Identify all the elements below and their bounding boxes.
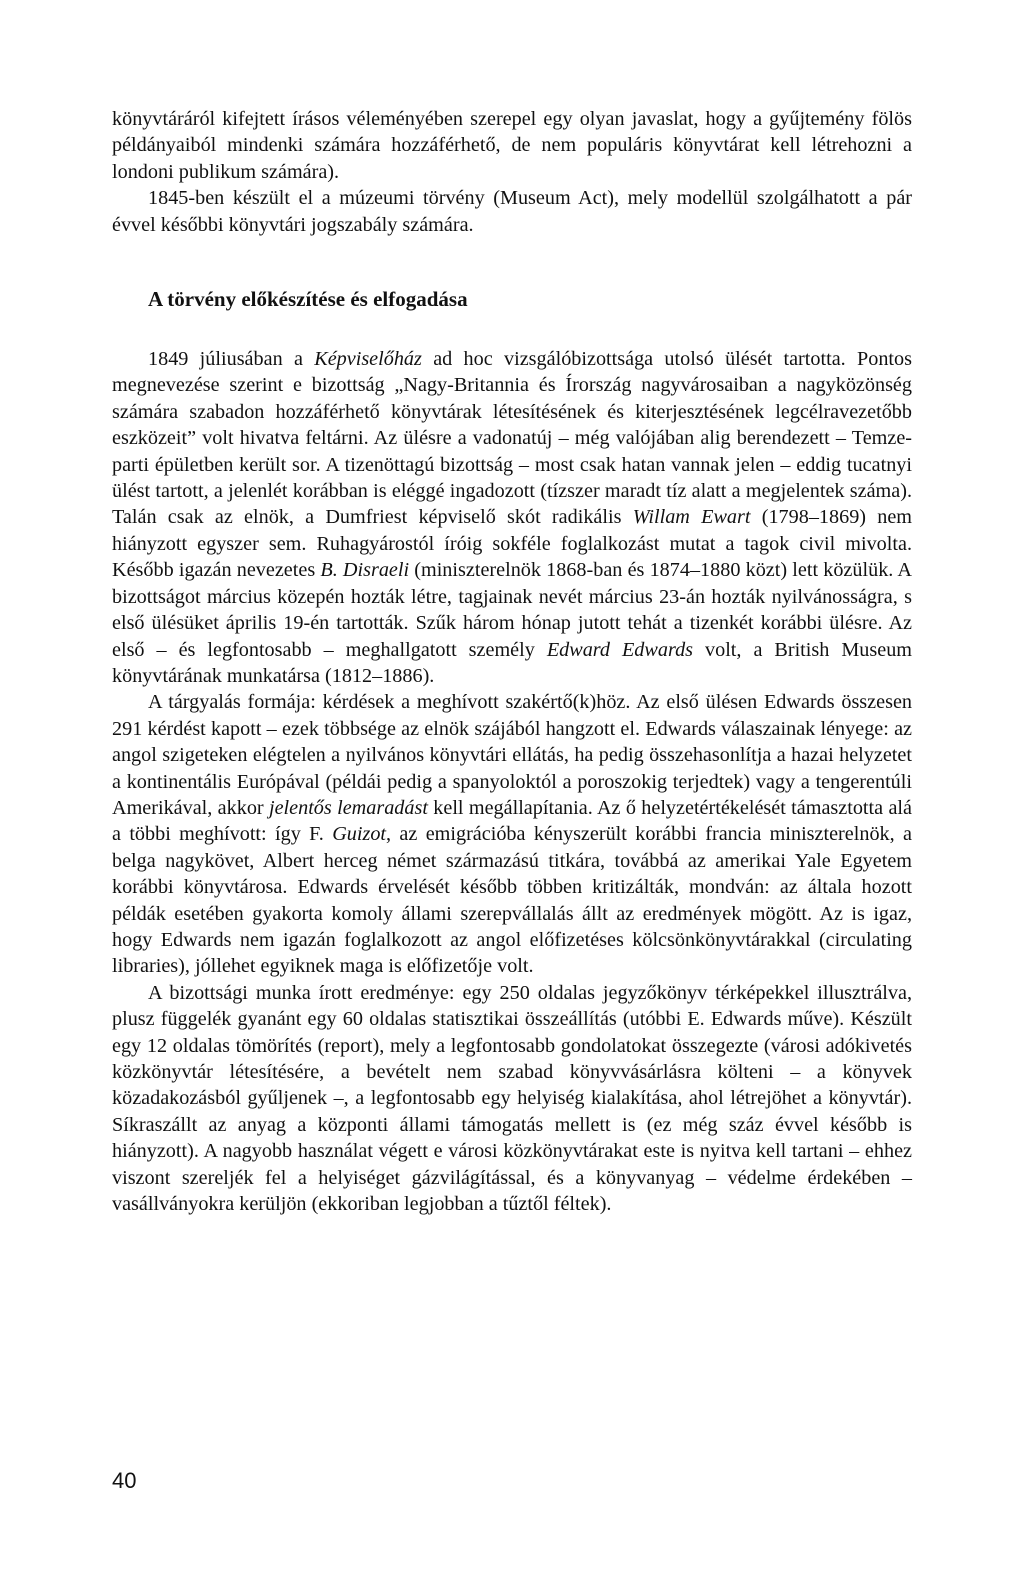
paragraph-committee (112, 346, 912, 689)
paragraph-results: A bizottsági munka írott eredménye: egy 250 oldalas jegyzőkönyv térképekkel illusztrálva, plusz függelék gyanánt egy 60 oldalas statisztikai összeállítás (utóbbi E. Edwards műve). Készült egy 12 oldalas tömörítés (report), mely a legfontosabb gondolatokat összegezte (városi adókivetés közkönyvtár létesítésére, a bevételt nem szabad könyvvásárlásra költeni – a könyvek közadakozásból gyűljenek –, a legfontosabb egy helyiség kialakítása, ahol létrejöhet a könyvtár). Síkraszállt az anyag a központi állami támogatás mellett is (ez még száz évvel később is hiányzott). A nagyobb használat végett e városi közkönyvtárakat este is nyitva kell tartani – ehhez viszont szereljék fel a helyiséget gázvilágítással, és a könyvanyag – védelme érdekében – vasállványokra kerüljön (ekkoriban legjobban a tűztől féltek). (112, 981, 912, 1216)
section-heading: A törvény előkészítése és elfogadása (148, 287, 468, 312)
text-run: (1798–1869) nem hiányzott egyszer sem. Ruhagyárostól íróig sokféle foglalkozást mutat a tagok civil mivolta. Később igazán nevezetes (112, 506, 912, 582)
text-run: A tárgyalás formája: kérdések a meghívott szakértő(k)höz. Az első ülésen Edwards összesen 291 kérdést kapott – ezek többsége az elnök szájából hangzott el. Edwards válaszainak lényege: az angol szigeteken elégtelen a nyilvános könyvtári ellátás, ha pedig összehasonlítja a hazai helyzetet a kontinentális Európával (példái pedig a spanyoloktól a poroszokig terjedtek) vagy a tengerentúli Amerikával, akkor (112, 691, 912, 819)
italic-run: Willam Ewart (632, 506, 751, 529)
paragraph-museum-act: 1845-ben készült el a múzeumi törvény (Museum Act), mely modellül szolgálhatott a pár évvel későbbi könyvtári jogszabály számára. (112, 187, 912, 236)
paragraph-hearing (112, 689, 912, 979)
text-run: , az emigrációba kényszerült korábbi francia miniszterelnök, a belga nagykövet, Albert herceg német származású titkára, továbbá az amerikai Yale Egyetem korábbi könyvtárosa. Edwards érvelését később többen kritizálták, mondván: az általa hozott példák esetében gyakorta komoly állami szerepvállalás állt az eredmények mögött. Az is igaz, hogy Edwards nem igazán foglalkozott az angol előfizetéses kölcsönkönyvtárakkal (circulating libraries), jóllehet egyiknek maga is előfizetője volt. (112, 823, 912, 978)
text-run: 1849 júliusában a (148, 348, 315, 371)
italic-run: Edward Edwards (546, 638, 694, 661)
paragraph-continuation: könyvtáráról kifejtett írásos véleményében szerepel egy olyan javaslat, hogy a gyűjtemény fölös példányaiból mindenki számára hozzáférhető, de nem populáris könyvtárat kell létrehozni a londoni publikum számára). (112, 108, 912, 183)
text-run: ad hoc vizsgálóbizottsága utolsó ülését tartotta. Pontos megnevezése szerint e bizottság „Nagy-Britannia és Írország nagyvárosaiban a nagyközönség számára szabadon hozzáférhető könyvtárak létesítésének és kiterjesztésének legcélravezetőbb eszközeit” volt hivatva feltárni. Az ülésre a vadonatúj – még valójában alig berendezett – Temze-parti épületben került sor. A tizenöttagú bizottság – most csak hatan vannak jelen – eddig tucatnyi ülést tartott, a jelenlét korábban is eléggé ingadozott (tízszer maradt tíz alatt a megjelentek száma). Talán csak az elnök, a Dumfriest képviselő skót radikális (112, 348, 912, 529)
text-run: kell megállapítania. Az ő helyzetértékelését támasztotta alá a többi meghívott: így F. (112, 796, 912, 846)
italic-run: jelentős lemaradást (268, 796, 428, 819)
italic-run: B. Disraeli (320, 559, 410, 582)
text-run: (miniszterelnök 1868-ban és 1874–1880 közt) lett közülük. A bizottságot március közepén hozták létre, tagjainak nevét március 23-án hozták nyilvánosságra, s első ülésüket április 19-én tartották. Szűk három hónap jutott tehát a tizenkét korábbi ülésre. Az első – és legfontosabb – meghallgatott személy (112, 559, 912, 661)
text-run: volt, a British Museum könyvtárának munkatársa (1812–1886). (112, 638, 912, 687)
italic-run: Képviselőház (314, 348, 422, 371)
page-text-block (112, 106, 912, 1217)
italic-run: Guizot (332, 823, 387, 846)
page-number: 40 (112, 1468, 137, 1493)
